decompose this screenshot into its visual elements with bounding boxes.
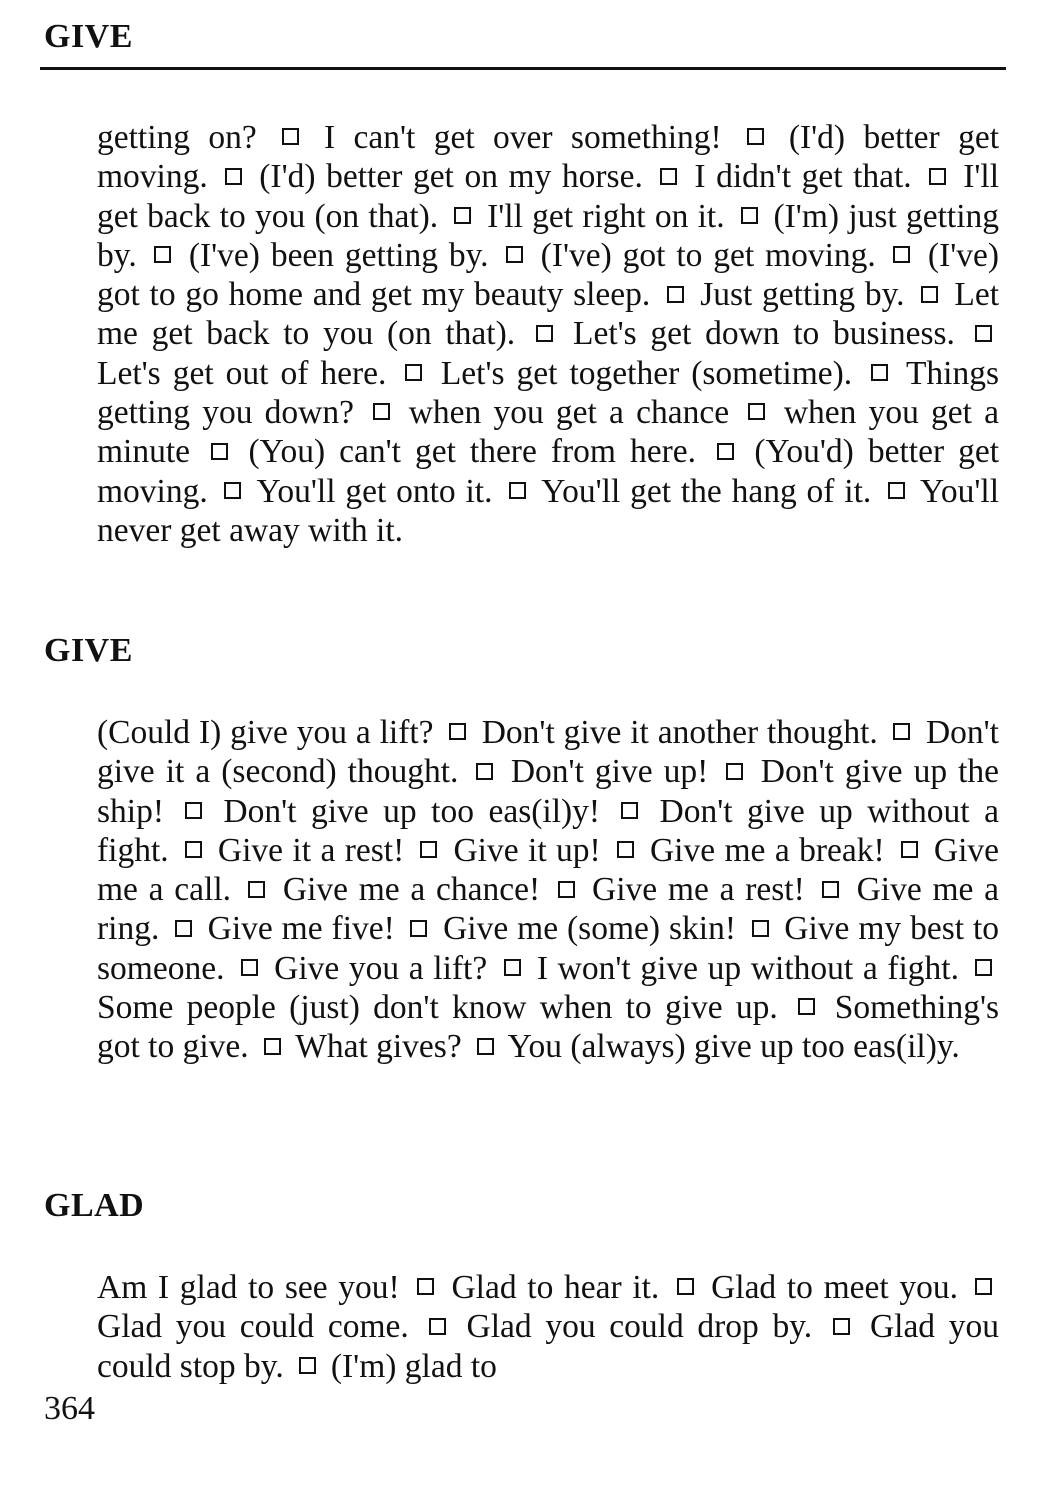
entry-text: (I'd) better get moving. (97, 119, 1000, 196)
hollow-square-icon (405, 364, 422, 381)
entry-text: Don't give up too eas(il)y! (223, 792, 601, 830)
hollow-square-icon (660, 168, 677, 185)
entry-text: Give me a break! (649, 831, 885, 869)
entry-text: Let's get down to business. (572, 315, 955, 353)
entry-text: Give it a rest! (217, 831, 405, 869)
hollow-square-icon (893, 723, 910, 740)
entry-text: You'll never get away with it. (97, 472, 1000, 549)
page-number: 364 (44, 1390, 95, 1427)
hollow-square-icon (617, 841, 634, 858)
hollow-square-icon (248, 881, 265, 898)
hollow-square-icon (373, 403, 390, 420)
hollow-square-icon (449, 723, 466, 740)
hollow-square-icon (621, 802, 638, 819)
entry-text: (I'd) better get on my horse. (259, 158, 643, 196)
hollow-square-icon (726, 763, 743, 780)
hollow-square-icon (477, 1038, 494, 1055)
entry-text: Don't give it a (second) thought. (97, 714, 999, 791)
entry-text: Give me a rest! (592, 871, 805, 909)
entry-text: Don't give it another thought. (481, 714, 878, 751)
entry-text: Don't give up the ship! (97, 753, 1000, 830)
hollow-square-icon (420, 841, 437, 858)
entry-text: Glad you could stop by. (97, 1308, 999, 1385)
entry-text: Let's get out of here. (97, 354, 387, 392)
entry-text: when you get a minute (97, 394, 999, 471)
entry-text: (You) can't get there from here. (248, 433, 696, 471)
entry-text: Something's got to give. (97, 989, 1000, 1066)
entry-text: You'll get onto it. (256, 472, 493, 510)
hollow-square-icon (175, 920, 192, 937)
hollow-square-icon (185, 802, 202, 819)
entry-text: (I've) got to get moving. (540, 236, 876, 274)
entry-text: Glad to meet you. (711, 1269, 958, 1306)
hollow-square-icon (417, 1278, 434, 1295)
hollow-square-icon (975, 325, 992, 342)
hollow-square-icon (741, 207, 758, 224)
entry-text: I didn't get that. (694, 158, 912, 196)
hollow-square-icon (667, 286, 684, 303)
get-entries-paragraph (97, 118, 999, 550)
hollow-square-icon (509, 482, 526, 499)
entry-text: Give me a call. (97, 831, 1000, 909)
hollow-square-icon (536, 325, 553, 342)
entry-text: (I've) been getting by. (188, 236, 489, 274)
hollow-square-icon (454, 207, 471, 224)
hollow-square-icon (752, 920, 769, 937)
entry-text: Don't give up without a fight. (97, 792, 999, 869)
hollow-square-icon (264, 1038, 281, 1055)
entry-text: Give it up! (453, 831, 601, 869)
entry-text: (Could I) give you a lift? (97, 714, 434, 751)
hollow-square-icon (558, 881, 575, 898)
hollow-square-icon (299, 1357, 316, 1374)
entry-text: Glad you could come. (97, 1308, 409, 1346)
entry-text: Let me get back to you (on that). (97, 276, 1000, 353)
entry-text: I won't give up without a fight. (536, 949, 959, 987)
entry-text: getting on? (97, 119, 257, 156)
entry-text: Give me a ring. (97, 871, 1000, 948)
hollow-square-icon (798, 998, 815, 1015)
glad-entries-paragraph (97, 1268, 999, 1386)
entry-text: What gives? (295, 1028, 462, 1066)
hollow-square-icon (225, 168, 242, 185)
hollow-square-icon (975, 959, 992, 976)
hollow-square-icon (888, 482, 905, 499)
hollow-square-icon (241, 959, 258, 976)
entry-text: when you get a chance (408, 394, 730, 432)
hollow-square-icon (224, 482, 241, 499)
entry-text: Give me a chance! (282, 871, 541, 909)
entry-text: I can't get over something! (323, 119, 722, 156)
hollow-square-icon (282, 128, 299, 145)
hollow-square-icon (921, 286, 938, 303)
hollow-square-icon (506, 246, 523, 263)
hollow-square-icon (747, 128, 764, 145)
hollow-square-icon (833, 1318, 850, 1335)
entry-text: Don't give up! (510, 753, 709, 791)
hollow-square-icon (822, 881, 839, 898)
hollow-square-icon (901, 841, 918, 858)
hollow-square-icon (504, 959, 521, 976)
entry-text: (I've) got to go home and get my beauty sleep. (97, 236, 1000, 314)
entry-text: Give my best to someone. (97, 910, 1000, 987)
entry-text: Give you a lift? (274, 949, 488, 987)
entry-text: You (always) give up too eas(il)y. (507, 1028, 960, 1066)
entry-text: Am I glad to see you! (97, 1269, 400, 1306)
hollow-square-icon (476, 763, 493, 780)
hollow-square-icon (929, 168, 946, 185)
hollow-square-icon (893, 246, 910, 263)
entry-text: Some people (just) don't know when to give up. (97, 989, 778, 1027)
hollow-square-icon (185, 841, 202, 858)
running-head: GIVE (44, 18, 133, 55)
entry-text: Give me (some) skin! (443, 910, 736, 948)
entry-text: I'll get right on it. (487, 197, 725, 235)
entry-text: Things getting you down? (97, 354, 1000, 432)
entry-text: Give me five! (207, 910, 395, 948)
entry-text: I'll get back to you (on that). (97, 158, 1000, 235)
hollow-square-icon (717, 443, 734, 460)
header-rule (40, 67, 1006, 70)
section-heading-glad: GLAD (44, 1187, 145, 1224)
give-entries-paragraph (97, 713, 999, 1067)
hollow-square-icon (748, 403, 765, 420)
hollow-square-icon (211, 443, 228, 460)
entry-text: (You'd) better get moving. (97, 433, 1000, 510)
entry-text: (I'm) just getting by. (97, 197, 1000, 274)
entry-text: Glad to hear it. (451, 1269, 660, 1306)
hollow-square-icon (677, 1278, 694, 1295)
section-heading-give: GIVE (44, 632, 133, 669)
hollow-square-icon (154, 246, 171, 263)
hollow-square-icon (410, 920, 427, 937)
entry-text: Glad you could drop by. (466, 1308, 813, 1346)
entry-text: You'll get the hang of it. (541, 472, 872, 510)
hollow-square-icon (429, 1318, 446, 1335)
entry-text: Let's get together (sometime). (440, 354, 853, 392)
entry-text: (I'm) glad to (330, 1347, 497, 1385)
hollow-square-icon (871, 364, 888, 381)
hollow-square-icon (975, 1278, 992, 1295)
entry-text: Just getting by. (700, 276, 905, 314)
